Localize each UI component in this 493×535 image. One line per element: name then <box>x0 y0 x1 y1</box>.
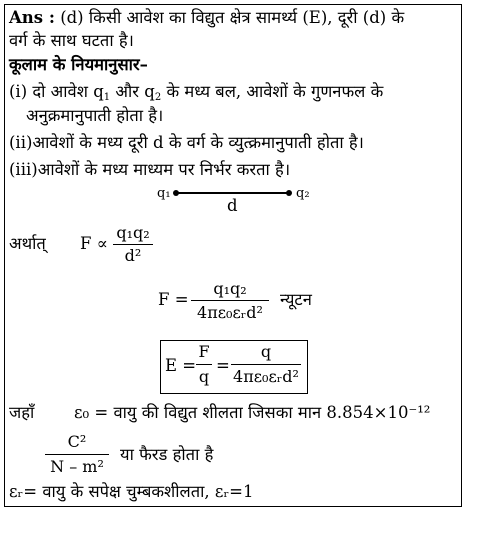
eq1-denominator: d² <box>124 246 142 265</box>
diagram-q1-label: q₁ <box>157 186 171 201</box>
eq3-bar2 <box>231 364 301 365</box>
answer-line-2: वर्ग के साथ घटता है। <box>9 31 134 50</box>
answer-text-1: किसी आवेश का विद्युत क्षेत्र सामर्थ्य (E), दूरी (d) के <box>88 8 405 27</box>
answer-option: (d) <box>60 8 84 27</box>
diagram-d-label: d <box>227 196 238 215</box>
heading: कूलाम के नियमानुसार– <box>9 55 148 74</box>
point-1-line-1 <box>9 82 383 108</box>
unit-denominator: N – m² <box>50 457 104 476</box>
eq3-equals: = <box>216 356 230 375</box>
point-1-line-2: अनुक्रमानुपाती होता है। <box>26 106 164 125</box>
q1-symbol: $q_1$ <box>93 82 111 103</box>
point-1-text-a: दो आवेश <box>32 82 88 101</box>
where-text: ε₀ = वायु की विद्युत शीलता जिसका मान 8.854×10⁻¹² <box>74 403 431 422</box>
eq1-numerator: q₁q₂ <box>116 223 150 242</box>
eq1-fraction-bar <box>113 244 153 245</box>
eq3-bar1 <box>196 364 212 365</box>
eq3-lhs: E = <box>165 356 197 375</box>
eq2-denominator: 4πε₀εᵣd² <box>197 303 263 322</box>
last-line: εᵣ= वायु के सपेक्ष चुम्बकशीलता, εᵣ=1 <box>9 482 254 501</box>
point-1-and: और <box>115 82 140 101</box>
eq3-num1: F <box>198 342 210 361</box>
q2-symbol: $q_2$ <box>144 82 162 103</box>
point-1-number: (i) <box>9 82 28 101</box>
eq2-unit: न्यूटन <box>280 290 312 309</box>
eq1-prefix: अर्थात् <box>9 234 46 253</box>
point-2: (ii)आवेशों के मध्य दूरी d के वर्ग के व्युत्क्रमानुपाती होता है। <box>9 133 364 152</box>
answer-line-1 <box>9 8 404 28</box>
eq2-numerator: q₁q₂ <box>213 279 247 298</box>
eq2-fraction-bar <box>191 300 269 301</box>
diagram-q2-label: q₂ <box>296 186 310 201</box>
eq1-lhs: F ∝ <box>80 234 108 253</box>
eq3-den1: q <box>198 367 210 386</box>
unit-text: या फैरड होता है <box>120 445 214 464</box>
unit-numerator: C² <box>67 432 87 451</box>
answer-label: Ans : <box>9 8 55 27</box>
eq3-den2: 4πε₀εᵣd² <box>233 367 299 386</box>
charge-q2-dot <box>286 190 292 196</box>
point-1-text-b: के मध्य बल, आवेशों के गुणनफल के <box>166 82 384 101</box>
unit-fraction-bar <box>45 454 109 455</box>
where-label: जहाँ <box>9 403 35 422</box>
point-3: (iii)आवेशों के मध्य माध्यम पर निर्भर करता है। <box>9 160 291 179</box>
distance-line <box>176 192 289 194</box>
eq2-lhs: F = <box>158 290 189 309</box>
eq3-num2: q <box>260 342 272 361</box>
